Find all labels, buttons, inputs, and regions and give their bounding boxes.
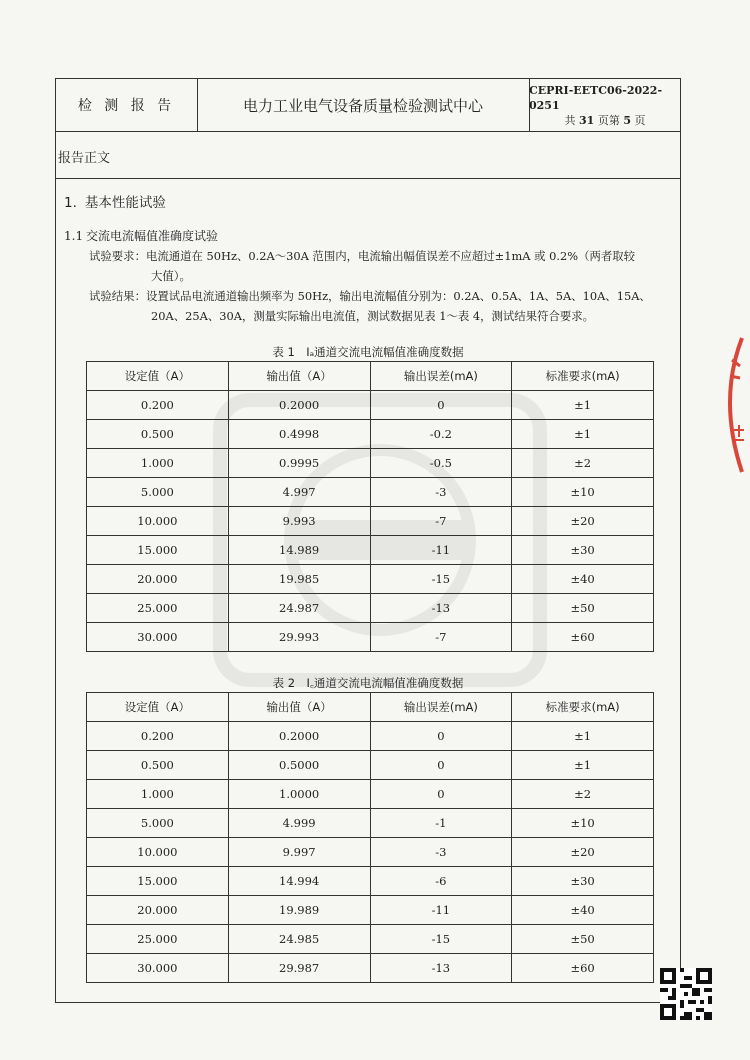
output-cell: 19.989 [228,896,370,925]
setpoint-cell: 15.000 [87,867,229,896]
error-cell: -1 [370,809,512,838]
page-indicator: 共 31 页第 5 页 [564,113,646,127]
col-setpoint: 设定值（A） [87,362,229,391]
error-cell: -15 [370,565,512,594]
table-row [87,507,654,536]
standard-cell: ±20 [512,507,654,536]
error-cell: -11 [370,536,512,565]
output-cell: 9.997 [228,838,370,867]
col-error: 输出误差(mA) [370,693,512,722]
standard-cell: ±10 [512,809,654,838]
output-cell: 0.2000 [228,722,370,751]
output-cell: 4.999 [228,809,370,838]
error-cell: 0 [370,391,512,420]
table1-caption: 表 1 Iₐ通道交流电流幅值准确度数据 [272,345,464,359]
standard-cell: ±30 [512,867,654,896]
table-row [87,867,654,896]
test-result: 试验结果：设置试品电流通道输出频率为 50Hz，输出电流幅值分别为：0.2A、0.5A、1A、5A、10A、15A、 20A、25A、30A，测量实际输出电流值，测试数据见表 1～表 4，测试结果符合要求。 [89,289,651,323]
output-cell: 0.4998 [228,420,370,449]
doc-type-label: 检 测 报 告 [56,79,198,131]
error-cell: -0.5 [370,449,512,478]
setpoint-cell: 0.200 [87,722,229,751]
table1-header-row [87,362,654,391]
table2 [86,692,654,983]
table-row [87,780,654,809]
seal-stamp [712,330,750,480]
standard-cell: ±40 [512,896,654,925]
output-cell: 0.9995 [228,449,370,478]
report-frame [55,78,681,1003]
table-row [87,751,654,780]
output-cell: 0.2000 [228,391,370,420]
col-output: 输出值（A） [228,362,370,391]
standard-cell: ±60 [512,954,654,983]
table-row [87,722,654,751]
error-cell: -6 [370,867,512,896]
table1 [86,361,654,652]
table-row [87,565,654,594]
error-cell: -3 [370,838,512,867]
heading-ac-current-accuracy: 1.1 交流电流幅值准确度试验 [64,229,219,243]
output-cell: 19.985 [228,565,370,594]
table-row [87,478,654,507]
standard-cell: ±10 [512,478,654,507]
table-row [87,391,654,420]
table-row [87,925,654,954]
error-cell: 0 [370,780,512,809]
setpoint-cell: 10.000 [87,507,229,536]
error-cell: -0.2 [370,420,512,449]
output-cell: 29.993 [228,623,370,652]
setpoint-cell: 30.000 [87,623,229,652]
table-row [87,896,654,925]
standard-cell: ±1 [512,420,654,449]
output-cell: 14.989 [228,536,370,565]
error-cell: 0 [370,751,512,780]
standard-cell: ±60 [512,623,654,652]
setpoint-cell: 0.500 [87,420,229,449]
col-output: 输出值（A） [228,693,370,722]
test-requirement: 试验要求：电流通道在 50Hz、0.2A～30A 范围内，电流输出幅值误差不应超过±1mA 或 0.2%（两者取较 大值）。 [89,249,636,283]
doc-id-cell [529,79,681,131]
setpoint-cell: 30.000 [87,954,229,983]
setpoint-cell: 5.000 [87,809,229,838]
error-cell: -15 [370,925,512,954]
standard-cell: ±40 [512,565,654,594]
setpoint-cell: 20.000 [87,896,229,925]
setpoint-cell: 15.000 [87,536,229,565]
standard-cell: ±1 [512,751,654,780]
output-cell: 24.987 [228,594,370,623]
error-cell: -13 [370,594,512,623]
table-row [87,623,654,652]
error-cell: -7 [370,623,512,652]
standard-cell: ±1 [512,391,654,420]
table-row [87,420,654,449]
table-row [87,809,654,838]
standard-cell: ±50 [512,925,654,954]
setpoint-cell: 10.000 [87,838,229,867]
table-row [87,838,654,867]
error-cell: -11 [370,896,512,925]
output-cell: 9.993 [228,507,370,536]
output-cell: 29.987 [228,954,370,983]
col-standard: 标准要求(mA) [512,693,654,722]
table-row [87,954,654,983]
setpoint-cell: 1.000 [87,449,229,478]
col-standard: 标准要求(mA) [512,362,654,391]
output-cell: 14.994 [228,867,370,896]
setpoint-cell: 5.000 [87,478,229,507]
table2-caption: 表 2 I꜀通道交流电流幅值准确度数据 [272,676,464,690]
error-cell: -13 [370,954,512,983]
error-cell: -7 [370,507,512,536]
organization-name: 电力工业电气设备质量检验测试中心 [197,79,530,131]
output-cell: 0.5000 [228,751,370,780]
error-cell: -3 [370,478,512,507]
output-cell: 4.997 [228,478,370,507]
standard-cell: ±30 [512,536,654,565]
setpoint-cell: 0.200 [87,391,229,420]
table-row [87,449,654,478]
setpoint-cell: 20.000 [87,565,229,594]
report-code: CEPRI-EETC06-2022-0251 [529,83,663,112]
col-setpoint: 设定值（A） [87,693,229,722]
setpoint-cell: 25.000 [87,925,229,954]
col-error: 输出误差(mA) [370,362,512,391]
section-title: 报告正文 [56,131,680,179]
heading-basic-performance: 1. 基本性能试验 [64,195,166,211]
setpoint-cell: 25.000 [87,594,229,623]
table-row [87,594,654,623]
standard-cell: ±2 [512,780,654,809]
setpoint-cell: 1.000 [87,780,229,809]
standard-cell: ±50 [512,594,654,623]
table-row [87,536,654,565]
output-cell: 24.985 [228,925,370,954]
report-header [56,79,680,132]
error-cell: 0 [370,722,512,751]
standard-cell: ±2 [512,449,654,478]
output-cell: 1.0000 [228,780,370,809]
qr-code-icon [660,968,712,1020]
setpoint-cell: 0.500 [87,751,229,780]
table2-header-row [87,693,654,722]
standard-cell: ±20 [512,838,654,867]
standard-cell: ±1 [512,722,654,751]
